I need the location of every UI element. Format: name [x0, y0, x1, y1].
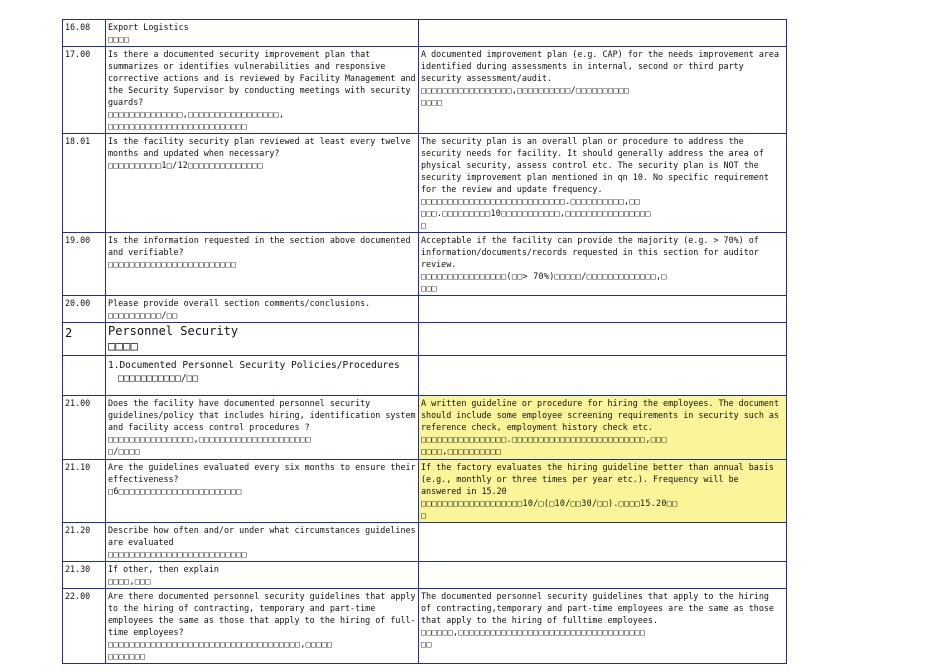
guideline-text-zh: □	[421, 220, 427, 230]
guideline-text-zh: □□□□	[421, 97, 443, 107]
guideline-text-zh: □□□□□□□□□□□□□□□□□,□□□□□□□□□□/□□□□□□□□□□	[421, 85, 630, 95]
table-row	[63, 233, 787, 296]
row-number: 22.00	[63, 589, 106, 664]
question-text: Are there documented personnel security guidelines that apply to the hiring of contracting, temporary and part-time employees the same as those that apply to the hiring of full-time employees?	[108, 591, 416, 637]
guideline-text-zh: □□	[421, 639, 432, 649]
table-row	[63, 460, 787, 523]
question-text: Describe how often and/or under what circumstances guidelines are evaluated	[108, 525, 416, 547]
guideline-cell	[419, 233, 787, 296]
row-number: 21.00	[63, 396, 106, 460]
table-row	[63, 523, 787, 562]
row-number: 18.01	[63, 134, 106, 233]
question-text-zh: □□□□□□□□□□/□□	[108, 310, 178, 320]
guideline-text-zh: □□□□□□□□□□□□□□□□□□□10/□(□10/□□30/□□).□□□□15.20□□	[421, 498, 678, 508]
guideline-text-zh: □□□□,□□□□□□□□□□	[421, 446, 502, 456]
question-cell	[106, 396, 419, 460]
question-text: If other, then explain	[108, 564, 219, 574]
question-text-zh: □□□□□□□□□□1□/12□□□□□□□□□□□□□□	[108, 160, 263, 170]
question-cell	[106, 460, 419, 523]
guideline-text-zh: □□□.□□□□□□□□□10□□□□□□□□□□□,□□□□□□□□□□□□□□□□	[421, 208, 651, 218]
guideline-text: The documented personnel security guidelines that apply to the hiring of contracting,temporary and part-time employees are the same as those that apply to the hiring of fulltime employees.	[421, 591, 774, 625]
audit-checklist-table	[62, 19, 787, 664]
question-text: Please provide overall section comments/conclusions.	[108, 298, 371, 308]
question-text: Does the facility have documented personnel security guidelines/policy that includes hiring, identification system and facility access control procedures ?	[108, 398, 416, 432]
guideline-cell	[419, 134, 787, 233]
table-row	[63, 589, 787, 664]
row-number: 21.10	[63, 460, 106, 523]
question-text-zh: □□□□□□□□□□□□□□□□,□□□□□□□□□□□□□□□□□□□□□	[108, 434, 312, 444]
question-text-zh: □□□□□□□□□□□□□□□□□□□□□□□□□□	[108, 549, 247, 559]
question-text-zh: □□□□	[108, 34, 130, 44]
question-text-zh: □□□□□□□□□□□□□□□□□□□□□□□□□□	[108, 121, 247, 131]
guideline-cell	[419, 523, 787, 562]
subsection-row	[63, 356, 787, 396]
table-row	[63, 134, 787, 233]
guideline-text: A written guideline or procedure for hiring the employees. The document should include some employee screening requirements in security such as reference check, employment history check etc.	[421, 398, 779, 432]
guideline-text: If the factory evaluates the hiring guideline better than annual basis (e.g., monthly or three times per year etc.). Frequency will be answered in 15.20	[421, 462, 774, 496]
question-text: Is the facility security plan reviewed at least every twelve months and updated when necessary?	[108, 136, 411, 158]
guideline-cell-highlighted	[419, 460, 787, 523]
section-title-zh: □□□□	[108, 339, 139, 353]
guideline-cell-highlighted	[419, 396, 787, 460]
table-row	[63, 20, 787, 47]
subsection-title-cell	[106, 356, 419, 396]
row-number: 21.20	[63, 523, 106, 562]
question-text: Export Logistics	[108, 22, 189, 32]
question-text-zh: □□□□,□□□	[108, 576, 151, 586]
question-cell	[106, 562, 419, 589]
guideline-cell	[419, 356, 787, 396]
question-text-zh: □□□□□□□□□□□□□□□□□□□□□□□□□□□□□□□□□□□□,□□□□□	[108, 639, 333, 649]
row-number: 20.00	[63, 296, 106, 323]
question-cell	[106, 523, 419, 562]
question-text-zh: □/□□□□	[108, 446, 141, 456]
subsection-title-zh: □□□□□□□□□□□/□□	[118, 373, 199, 384]
question-cell	[106, 47, 419, 134]
row-number: 17.00	[63, 47, 106, 134]
guideline-cell	[419, 47, 787, 134]
section-row	[63, 323, 787, 356]
table-row	[63, 396, 787, 460]
guideline-text-zh: □□□□□□□□□□□□□□□□.□□□□□□□□□□□□□□□□□□□□□□□□□,□□□	[421, 434, 667, 444]
question-text-zh: □□□□□□□□□□□□□□□□□□□□□□□□	[108, 259, 237, 269]
section-title-cell	[106, 323, 419, 356]
question-text-zh: □□□□□□□	[108, 651, 146, 661]
guideline-text-zh: □□□	[421, 283, 438, 293]
question-text-zh: □□□□□□□□□□□□□□,□□□□□□□□□□□□□□□□□,	[108, 109, 285, 119]
guideline-cell	[419, 323, 787, 356]
question-cell	[106, 589, 419, 664]
table-row	[63, 47, 787, 134]
guideline-text-zh: □	[421, 510, 427, 520]
guideline-cell	[419, 20, 787, 47]
guideline-text: The security plan is an overall plan or procedure to address the security needs for facility. It should generally address the area of physical security, assess control etc. The security plan is NOT the security improvement plan mentioned in qn 10. No specific requirement for the review and update frequency.	[421, 136, 769, 194]
subsection-title: 1.Documented Personnel Security Policies/Procedures	[108, 360, 400, 371]
guideline-cell	[419, 296, 787, 323]
question-cell	[106, 134, 419, 233]
guideline-text-zh: □□□□□□□□□□□□□□□□(□□> 70%)□□□□□/□□□□□□□□□□□□□,□	[421, 271, 667, 281]
section-number: 2	[63, 323, 106, 356]
question-text-zh: □6□□□□□□□□□□□□□□□□□□□□□□□	[108, 486, 242, 496]
row-number: 16.08	[63, 20, 106, 47]
question-cell	[106, 233, 419, 296]
section-title: Personnel Security	[108, 324, 239, 338]
row-number	[63, 356, 106, 396]
question-text: Is the information requested in the section above documented and verifiable?	[108, 235, 411, 257]
guideline-text-zh: □□□□□□,□□□□□□□□□□□□□□□□□□□□□□□□□□□□□□□□□□□	[421, 627, 646, 637]
guideline-text-zh: □□□□□□□□□□□□□□□□□□□□□□□□□□□.□□□□□□□□□□,□□	[421, 196, 641, 206]
table-row	[63, 562, 787, 589]
question-text: Is there a documented security improvement plan that summarizes or identifies vulnerabilities and responsive corrective actions and is reviewed by Facility Management and the Security Supervisor by conducting meetings with security guards?	[108, 49, 416, 107]
table-row	[63, 296, 787, 323]
guideline-cell	[419, 589, 787, 664]
question-cell	[106, 296, 419, 323]
row-number: 21.30	[63, 562, 106, 589]
question-text: Are the guidelines evaluated every six months to ensure their effectiveness?	[108, 462, 416, 484]
row-number: 19.00	[63, 233, 106, 296]
guideline-cell	[419, 562, 787, 589]
guideline-text: A documented improvement plan (e.g. CAP) for the needs improvement area identified during assessments in internal, second or third party security assessment/audit.	[421, 49, 779, 83]
question-cell	[106, 20, 419, 47]
guideline-text: Acceptable if the facility can provide the majority (e.g. > 70%) of information/documents/records requested in this section for auditor review.	[421, 235, 759, 269]
